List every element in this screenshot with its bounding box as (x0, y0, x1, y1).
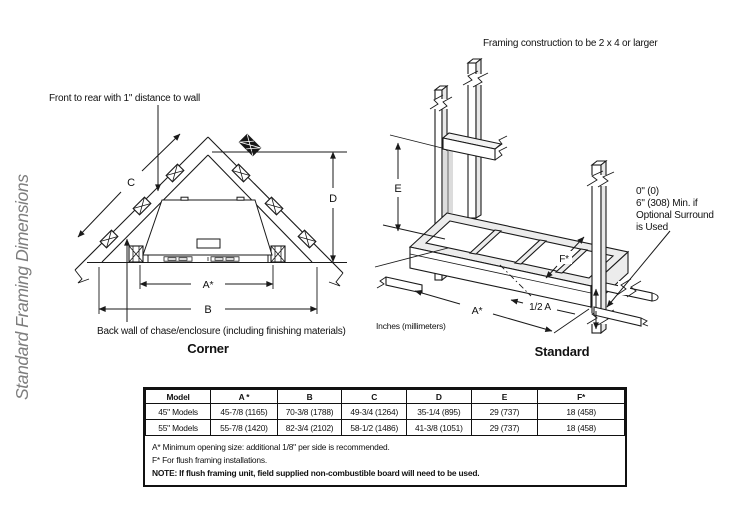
cell-d: 35-1/4 (895) (407, 404, 472, 420)
corner-dim-c-label: C (127, 177, 135, 189)
standard-diagram (370, 55, 680, 365)
standard-dim-a-label: A* (471, 305, 483, 317)
corner-dim-a-label: A* (202, 278, 214, 291)
note-minimum-opening: A* Minimum opening size: additional 1/8" per side is recommended. (152, 442, 390, 452)
corner-dim-d-label: D (329, 193, 337, 205)
surround-note-line: Optional Surround (636, 210, 714, 221)
cell-d: 41-3/8 (1051) (407, 420, 472, 436)
cell-c: 49-3/4 (1264) (342, 404, 407, 420)
standard-dim-e-label: E (394, 183, 402, 195)
cell-model: 55" Models (146, 420, 211, 436)
col-header-f: F* (538, 390, 625, 404)
cell-e: 29 (737) (471, 404, 538, 420)
cell-a: 55-7/8 (1420) (211, 420, 278, 436)
units-label: Inches (millimeters) (376, 321, 446, 331)
standard-framing-label: Framing construction to be 2 x 4 or larger (483, 38, 658, 49)
note-flush-framing: F* For flush framing installations. (152, 455, 267, 465)
surround-note-line: 0" (0) (636, 186, 659, 197)
cell-c: 58-1/2 (1486) (342, 420, 407, 436)
col-header-a: A * (211, 390, 278, 404)
cell-b: 70-3/8 (1788) (277, 404, 342, 420)
col-header-c: C (342, 390, 407, 404)
surround-note-line: is Used (636, 222, 668, 233)
standard-title: Standard (534, 344, 590, 359)
surround-note-line: 6" (308) Min. if (636, 198, 698, 209)
floor-stud-left (129, 246, 143, 262)
cell-b: 82-3/4 (2102) (277, 420, 342, 436)
dimension-table-container (143, 387, 627, 487)
corner-title: Corner (187, 341, 229, 356)
page-title-vertical: Standard Framing Dimensions (12, 174, 32, 400)
cell-model: 45" Models (146, 404, 211, 420)
cell-a: 45-7/8 (1165) (211, 404, 278, 420)
cell-f: 18 (458) (538, 420, 625, 436)
table-notes (145, 436, 625, 485)
dimension-table (145, 389, 625, 436)
table-row (146, 404, 625, 420)
corner-front-label: Front to rear with 1" distance to wall (49, 93, 201, 104)
corner-dim-b-label: B (204, 303, 212, 316)
cell-e: 29 (737) (471, 420, 538, 436)
table-row (146, 420, 625, 436)
surround-note (636, 186, 714, 234)
cell-f: 18 (458) (538, 404, 625, 420)
standard-dim-f-label: F* (559, 254, 569, 265)
table-header-row (146, 390, 625, 404)
corner-fireplace-unit (143, 197, 272, 262)
col-header-b: B (277, 390, 342, 404)
corner-back-wall-label: Back wall of chase/enclosure (including finishing materials) (97, 326, 346, 337)
note-non-combustible: NOTE: If flush framing unit, field supplied non-combustible board will need to be used. (152, 468, 480, 478)
col-header-model: Model (146, 390, 211, 404)
col-header-e: E (471, 390, 538, 404)
floor-stud-right (271, 246, 285, 262)
standard-dim-half-a-label: 1/2 A (529, 302, 551, 313)
col-header-d: D (407, 390, 472, 404)
